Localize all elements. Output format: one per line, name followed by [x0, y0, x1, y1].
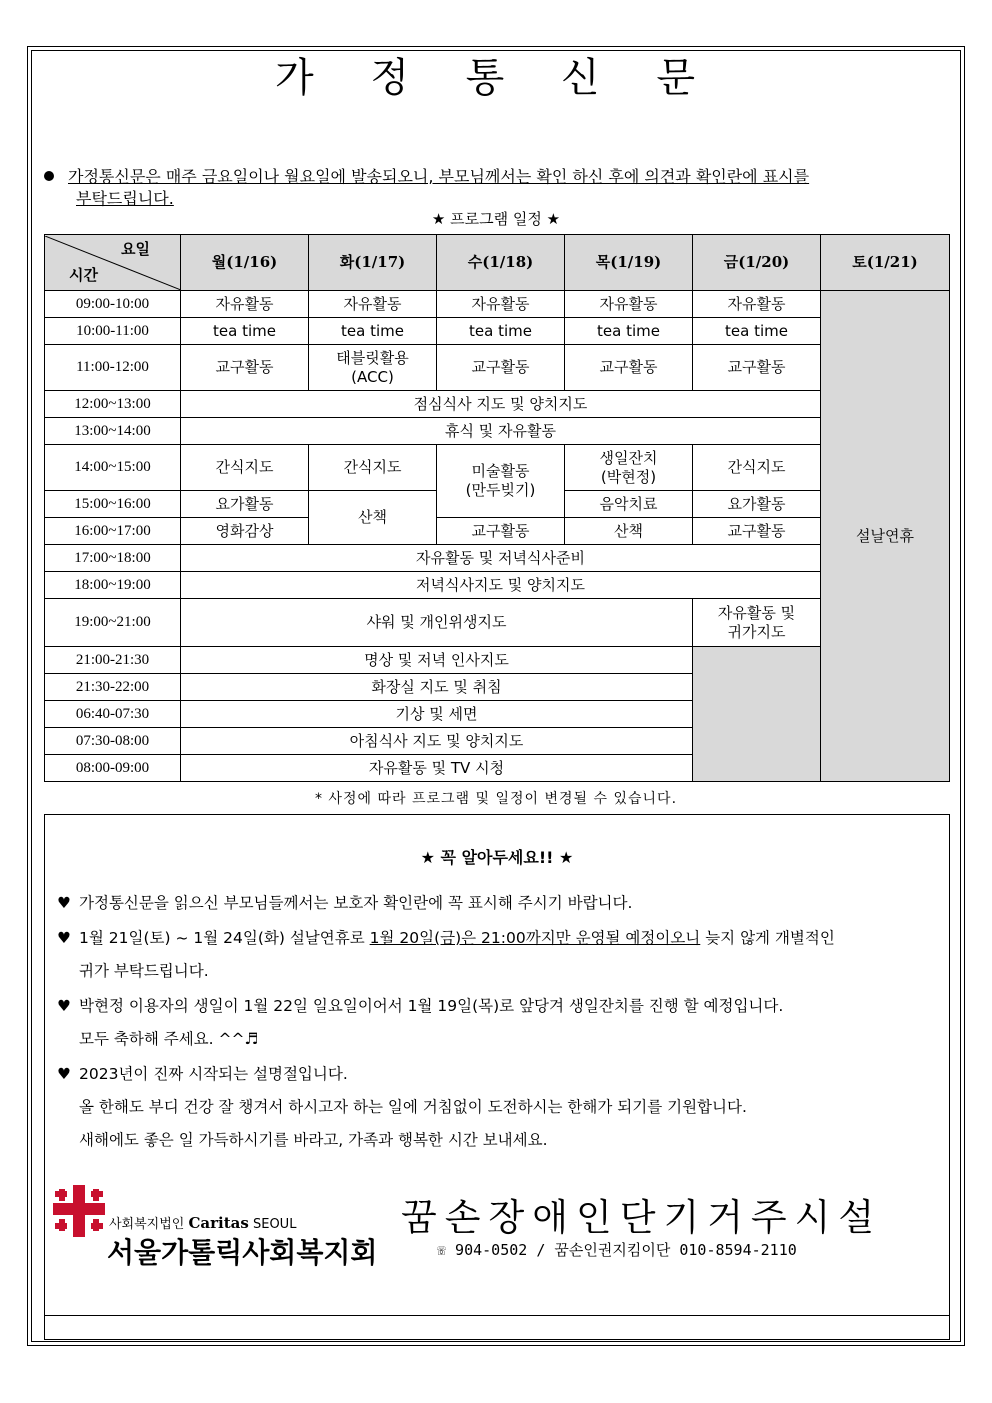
- day-header-sat: 토(1/21): [821, 235, 950, 291]
- day-header-tue: 화(1/17): [309, 235, 437, 291]
- notice-item: [57, 1058, 937, 1091]
- activity-cell: tea time: [309, 318, 437, 345]
- heart-icon: ♥: [57, 997, 71, 1015]
- time-cell: 18:00~19:00: [45, 572, 181, 599]
- heart-icon: ♥: [57, 929, 71, 947]
- activity-cell: 자유활동: [693, 291, 821, 318]
- activity-cell: 간식지도: [181, 445, 309, 491]
- activity-cell: 저녁식사지도 및 양치지도: [181, 572, 821, 599]
- notice-item: [57, 887, 937, 920]
- logo-brand: Caritas: [188, 1214, 249, 1232]
- activity-cell: 요가활동: [693, 491, 821, 518]
- time-cell: 11:00-12:00: [45, 345, 181, 391]
- activity-cell: 아침식사 지도 및 양치지도: [181, 728, 693, 755]
- time-cell: 07:30-08:00: [45, 728, 181, 755]
- org-name: 꿈손장애인단기거주시설: [401, 1196, 883, 1239]
- time-cell: 17:00~18:00: [45, 545, 181, 572]
- time-cell: 21:30-22:00: [45, 674, 181, 701]
- activity-cell: 미술활동 (만두빚기): [437, 445, 565, 518]
- activity-cell: 기상 및 세면: [181, 701, 693, 728]
- activity-cell: 영화감상: [181, 518, 309, 545]
- bullet-icon: [44, 171, 54, 181]
- activity-cell: 간식지도: [693, 445, 821, 491]
- activity-cell: 샤워 및 개인위생지도: [181, 599, 693, 647]
- corner-cell: [45, 235, 181, 291]
- activity-cell: 자유활동: [309, 291, 437, 318]
- contact-info: ☏ 904-0502 / 꿈손인권지킴이단 010-8594-2110: [437, 1241, 797, 1259]
- caritas-cross-icon: [51, 1183, 107, 1239]
- heart-icon: ♥: [57, 1065, 71, 1083]
- notice-text: 박현정 이용자의 생일이 1월 22일 일요일이어서 1월 19일(목)로 앞당겨 생일잔치를 진행 할 예정입니다.: [79, 997, 784, 1015]
- schedule-table: [44, 234, 950, 782]
- activity-cell: 화장실 지도 및 취침: [181, 674, 693, 701]
- activity-cell: 자유활동 및 저녁식사준비: [181, 545, 821, 572]
- time-cell: 10:00-11:00: [45, 318, 181, 345]
- notice-text: 귀가 부탁드립니다.: [79, 962, 209, 980]
- time-cell: 08:00-09:00: [45, 755, 181, 782]
- page-title: 가 정 통 신 문: [274, 55, 718, 101]
- day-header-thu: 목(1/19): [565, 235, 693, 291]
- time-cell: 19:00~21:00: [45, 599, 181, 647]
- intro-line-2: 부탁드립니다.: [76, 189, 174, 208]
- activity-cell: 점심식사 지도 및 양치지도: [181, 391, 821, 418]
- notice-text: 늦지 않게 개별적인: [700, 929, 835, 947]
- activity-cell: tea time: [437, 318, 565, 345]
- activity-cell: 자유활동: [565, 291, 693, 318]
- logo-subtitle: [109, 1213, 296, 1232]
- notice-text-underlined: 1월 20일(금)은 21:00까지만 운영될 예정이오니: [369, 929, 701, 947]
- notice-item: [57, 1124, 937, 1157]
- notice-item: [57, 922, 937, 955]
- time-cell: 14:00~15:00: [45, 445, 181, 491]
- activity-cell: 교구활동: [437, 518, 565, 545]
- activity-cell: 간식지도: [309, 445, 437, 491]
- logo-name: 서울가톨릭사회복지회: [107, 1236, 378, 1269]
- caritas-logo: [49, 1183, 378, 1273]
- activity-cell: 산책: [565, 518, 693, 545]
- time-cell: 21:00-21:30: [45, 647, 181, 674]
- notice-text: 새해에도 좋은 일 가득하시기를 바라고, 가족과 행복한 시간 보내세요.: [79, 1131, 548, 1149]
- time-cell: 06:40-07:30: [45, 701, 181, 728]
- activity-cell: 자유활동: [437, 291, 565, 318]
- schedule-note: * 사정에 따라 프로그램 및 일정이 변경될 수 있습니다.: [314, 791, 678, 807]
- corner-time-label: 시간: [69, 265, 98, 284]
- notice-text: 가정통신문을 읽으신 부모님들께서는 보호자 확인란에 꼭 표시해 주시기 바랍니다.: [79, 894, 633, 912]
- activity-cell: 교구활동: [693, 518, 821, 545]
- activity-cell: 자유활동: [181, 291, 309, 318]
- activity-cell: tea time: [181, 318, 309, 345]
- intro-text: [44, 166, 924, 210]
- time-cell: 15:00~16:00: [45, 491, 181, 518]
- corner-day-label: 요일: [121, 239, 150, 258]
- logo-prefix: 사회복지법인: [109, 1217, 189, 1232]
- friday-closed-cell: [693, 647, 821, 782]
- day-header-mon: 월(1/16): [181, 235, 309, 291]
- activity-cell: 명상 및 저녁 인사지도: [181, 647, 693, 674]
- activity-cell: 생일잔치 (박현정): [565, 445, 693, 491]
- notice-text: 2023년이 진짜 시작되는 설명절입니다.: [79, 1065, 348, 1083]
- time-cell: 09:00-10:00: [45, 291, 181, 318]
- activity-cell: 교구활동: [693, 345, 821, 391]
- notice-list: [57, 887, 937, 1157]
- footer-strip: [44, 1315, 950, 1340]
- notice-item: [57, 990, 937, 1023]
- time-cell: 16:00~17:00: [45, 518, 181, 545]
- activity-cell: tea time: [693, 318, 821, 345]
- saturday-holiday-cell: 설날연휴: [821, 291, 950, 782]
- time-cell: 12:00~13:00: [45, 391, 181, 418]
- activity-cell: 교구활동: [565, 345, 693, 391]
- notice-text: 올 한해도 부디 건강 잘 챙겨서 하시고자 하는 일에 거침없이 도전하시는 한해가 되기를 기원합니다.: [79, 1098, 747, 1116]
- activity-cell: 음악치료: [565, 491, 693, 518]
- logo-suffix: SEOUL: [248, 1217, 297, 1232]
- activity-cell: 자유활동 및 귀가지도: [693, 599, 821, 647]
- schedule-title: ★ 프로그램 일정 ★: [431, 210, 561, 228]
- notice-item: [57, 1091, 937, 1124]
- day-header-wed: 수(1/18): [437, 235, 565, 291]
- diagonal-line: [45, 236, 181, 290]
- notice-text: 모두 축하해 주세요. ^^♬: [79, 1030, 259, 1048]
- activity-cell: 태블릿활용 (ACC): [309, 345, 437, 391]
- activity-cell: 산책: [309, 491, 437, 545]
- notice-item: [57, 955, 937, 988]
- activity-cell: tea time: [565, 318, 693, 345]
- time-cell: 13:00~14:00: [45, 418, 181, 445]
- activity-cell: 교구활동: [437, 345, 565, 391]
- notice-item: [57, 1023, 937, 1056]
- notice-box: [44, 814, 950, 1316]
- intro-line-1: 가정통신문은 매주 금요일이나 월요일에 발송되오니, 부모님께서는 확인 하신 후에 의견과 확인란에 표시를: [68, 167, 810, 186]
- day-header-fri: 금(1/20): [693, 235, 821, 291]
- notice-title: ★ 꼭 알아두세요!! ★: [420, 848, 574, 867]
- activity-cell: 자유활동 및 TV 시청: [181, 755, 693, 782]
- activity-cell: 휴식 및 자유활동: [181, 418, 821, 445]
- activity-cell: 요가활동: [181, 491, 309, 518]
- activity-cell: 교구활동: [181, 345, 309, 391]
- notice-text: 1월 21일(토) ~ 1월 24일(화) 설날연휴로: [79, 929, 370, 947]
- heart-icon: ♥: [57, 894, 71, 912]
